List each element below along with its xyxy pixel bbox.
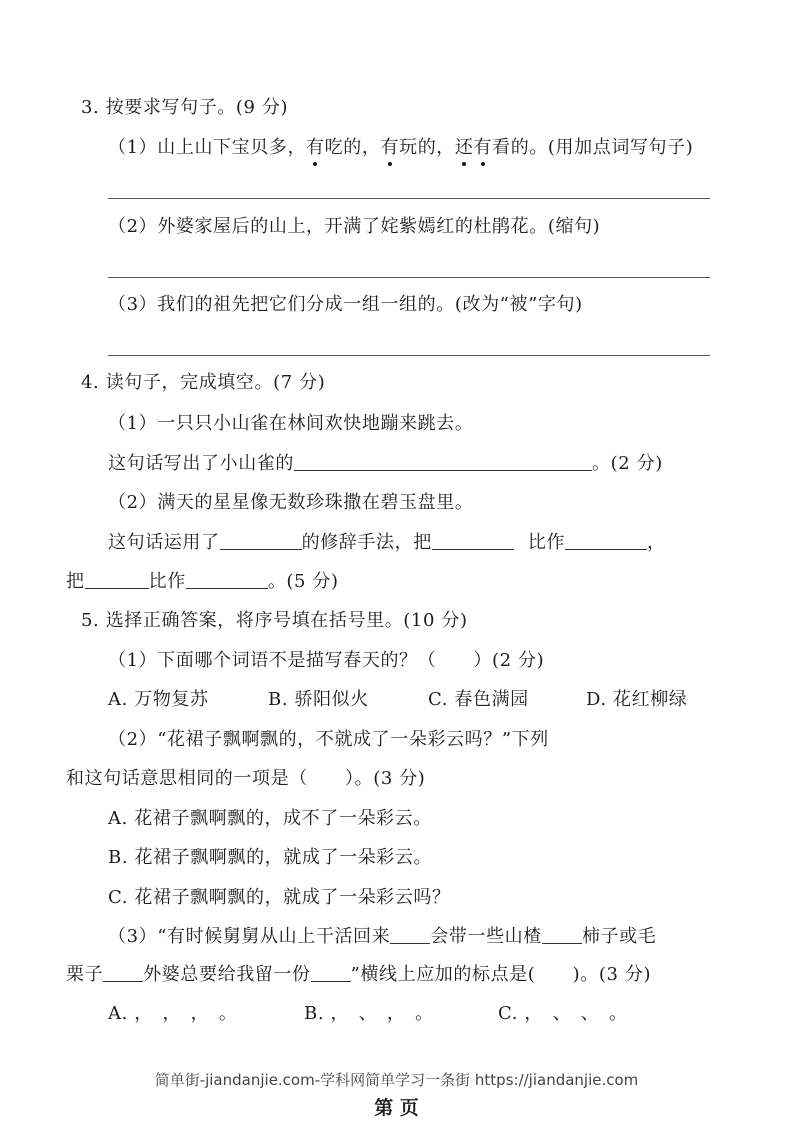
q5-part-3-options	[108, 1002, 628, 1026]
option-c[interactable]: C. 春色满园	[428, 689, 529, 710]
fill-blank[interactable]	[542, 925, 582, 944]
q3-s1-text: 吃的，	[324, 137, 381, 158]
option-b[interactable]: B. 骄阳似火	[268, 689, 369, 710]
q5-part-2-option-c[interactable]: C. 花裙子飘啊飘的，就成了一朵彩云吗？	[108, 887, 451, 908]
q4-fill-line-3	[66, 570, 339, 594]
emphasis-char: 有	[473, 137, 493, 158]
emphasis-word-group	[455, 137, 492, 158]
fill-text: 柿子或毛	[581, 926, 657, 947]
q5-part-2-option-a[interactable]: A. 花裙子飘啊飘的，成不了一朵彩云。	[108, 808, 432, 829]
q3-sentence-3: （3）我们的祖先把它们分成一组一组的。(改为“被”字句)	[108, 294, 583, 315]
fill-text: 比作	[527, 532, 566, 553]
option-c[interactable]: C. ， 、 、 。	[498, 1003, 628, 1024]
fill-blank[interactable]	[294, 452, 592, 471]
emphasis-word: 有	[380, 137, 400, 158]
q5-part-1-options	[108, 688, 687, 712]
fill-blank[interactable]	[311, 963, 351, 982]
option-b[interactable]: B. ， 、 ， 。	[304, 1003, 434, 1024]
fill-blank[interactable]	[186, 570, 268, 589]
q4-fill-line-2	[108, 531, 666, 555]
q5-part-2-line-1: （2）“花裙子飘啊飘的，不就成了一朵彩云吗？”下列	[108, 729, 549, 750]
fill-text: 。(5 分)	[267, 571, 339, 592]
q5-part-1: （1）下面哪个词语不是描写春天的？（ ）(2 分)	[108, 650, 545, 671]
q3-sentence-1	[108, 136, 693, 160]
page-number: 第 页	[374, 1097, 419, 1119]
fill-blank[interactable]	[103, 963, 143, 982]
fill-text: 把	[66, 571, 85, 592]
fill-text: 这句话写出了小山雀的	[108, 453, 294, 474]
fill-blank[interactable]	[565, 531, 647, 550]
fill-text: 的修辞手法，把	[301, 532, 432, 553]
q4-sentence-1: （1）一只只小山雀在林间欢快地蹦来跳去。	[108, 413, 474, 434]
emphasis-word: 有	[306, 137, 325, 158]
fill-text: 栗子	[66, 964, 104, 985]
q3-title: 3. 按要求写句子。(9 分)	[81, 97, 289, 118]
q5-part-3-line-1	[108, 925, 656, 949]
q4-fill-line-1	[108, 452, 663, 476]
fill-text: ，	[647, 532, 666, 553]
q5-title: 5. 选择正确答案，将序号填在括号里。(10 分)	[81, 610, 468, 631]
q4-sentence-2: （2）满天的星星像无数珍珠撒在碧玉盘里。	[108, 492, 474, 513]
fill-text: 会带一些山楂	[430, 926, 542, 947]
fill-blank[interactable]	[85, 570, 149, 589]
q3-s1-text: （1）山上山下宝贝多，	[108, 137, 307, 158]
answer-line[interactable]	[108, 277, 710, 278]
fill-text: 比作	[148, 571, 186, 592]
option-d[interactable]: D. 花红柳绿	[586, 689, 688, 710]
answer-line[interactable]	[108, 355, 710, 356]
q5-part-2-option-b[interactable]: B. 花裙子飘啊飘的，就成了一朵彩云。	[108, 847, 433, 868]
q3-s1-text: 看的。(用加点词写句子)	[492, 137, 694, 158]
q3-s1-text: 玩的，	[399, 137, 455, 158]
option-a[interactable]: A. ， ， ， 。	[108, 1003, 238, 1024]
fill-blank[interactable]	[390, 925, 430, 944]
fill-blank[interactable]	[432, 531, 514, 550]
q5-part-3-line-2	[66, 963, 651, 987]
fill-text: ”横线上应加的标点是( )。(3 分)	[350, 964, 652, 985]
q4-title: 4. 读句子，完成填空。(7 分)	[81, 372, 326, 393]
fill-text: 。(2 分)	[592, 453, 663, 474]
q3-sentence-2: （2）外婆家屋后的山上，开满了姹紫嫣红的杜鹃花。(缩句)	[108, 216, 601, 237]
fill-text: （3）“有时候舅舅从山上干活回来	[108, 926, 391, 947]
fill-text: 这句话运用了	[108, 532, 220, 553]
q5-part-2-line-2: 和这句话意思相同的一项是（ ）。(3 分)	[66, 768, 426, 789]
fill-blank[interactable]	[220, 531, 302, 550]
answer-line[interactable]	[108, 198, 710, 199]
footer-watermark: 简单街-jiandanjie.com-学科网简单学习一条街 https://jiandanjie.com	[154, 1071, 639, 1089]
fill-text: 外婆总要给我留一份	[143, 964, 311, 985]
option-a[interactable]: A. 万物复苏	[108, 689, 209, 710]
emphasis-char: 还	[454, 137, 474, 158]
